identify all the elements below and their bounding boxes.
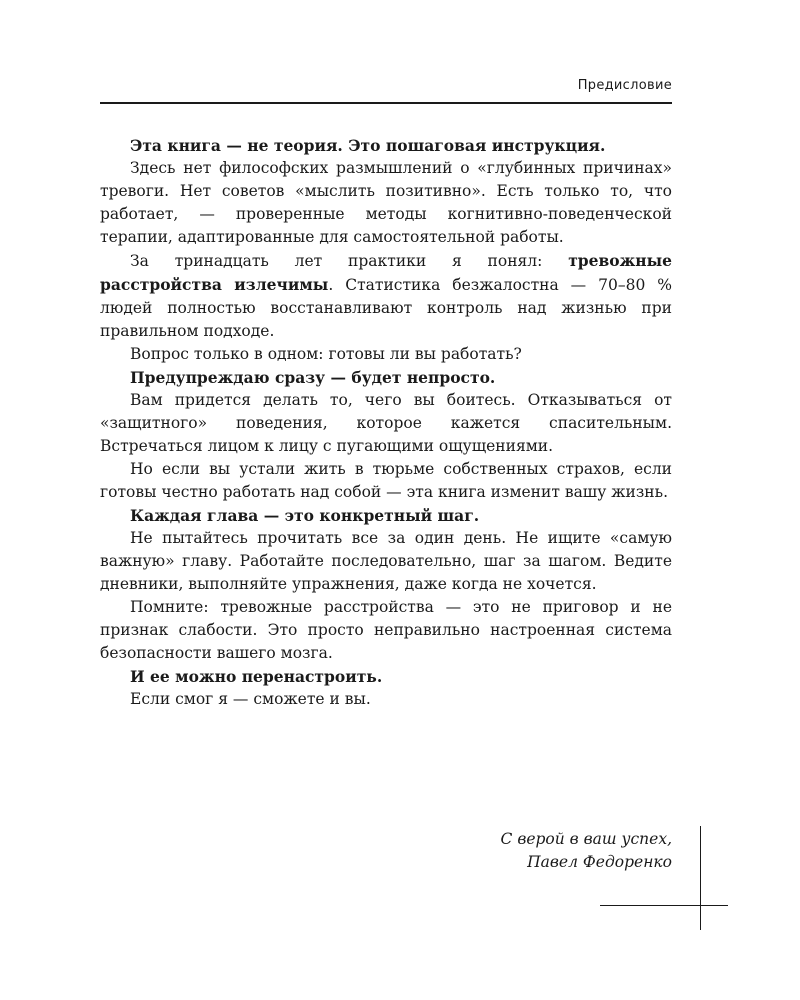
crop-mark-horizontal [600,905,728,906]
paragraph-tail: . Статистика безжалостна — 70–80 % людей полностью восстанавливают контроль над жизнью при правильном подходе. [100,276,673,340]
paragraph: Каждая глава — это конкретный шаг. [130,506,480,525]
paragraph: Предупреждаю сразу — будет непросто. [130,368,496,387]
paragraph [100,249,672,343]
signature-line: С верой в ваш успех, [500,830,672,848]
paragraph: Вопрос только в одном: готовы ли вы работать? [130,345,522,363]
paragraph: Но если вы устали жить в тюрьме собственных страхов, если готовы честно работать над собой — эта книга изменит вашу жизнь. [100,460,672,501]
paragraph: Если смог я — сможете и вы. [130,690,371,708]
paragraph-lead: За тринадцать лет практики я понял: [130,252,569,270]
paragraph: И ее можно перенастроить. [130,667,383,686]
paragraph: Помните: тревожные расстройства — это не приговор и не признак слабости. Это просто неправильно настроенная система безопасности вашего мозга. [100,598,672,662]
author-signature [501,828,672,874]
running-header-title: Предисловие [577,78,672,93]
preface-body [100,134,672,711]
running-header [100,78,672,104]
paragraph: Не пытайтесь прочитать все за один день. Не ищите «самую важную» главу. Работайте последовательно, шаг за шагом. Ведите дневники, выполняйте упражнения, даже когда не хочется. [100,529,672,593]
crop-mark-vertical [700,826,701,930]
paragraph: Эта книга — не теория. Это пошаговая инструкция. [130,136,606,155]
paragraph: Здесь нет философских размышлений о «глубинных причинах» тревоги. Нет советов «мыслить позитивно». Есть только то, что работает, — проверенные методы когнитивно-поведенческой терапии, адаптированные для самостоятельной работы. [100,159,672,246]
paragraph: Вам придется делать то, чего вы боитесь. Отказываться от «защитного» поведения, которое кажется спасительным. Встречаться лицом к лицу с пугающими ощущениями. [100,391,672,455]
paragraph-emphasis: тревожные расстройства излечимы [100,251,672,294]
signature-name: Павел Федоренко [527,853,672,871]
